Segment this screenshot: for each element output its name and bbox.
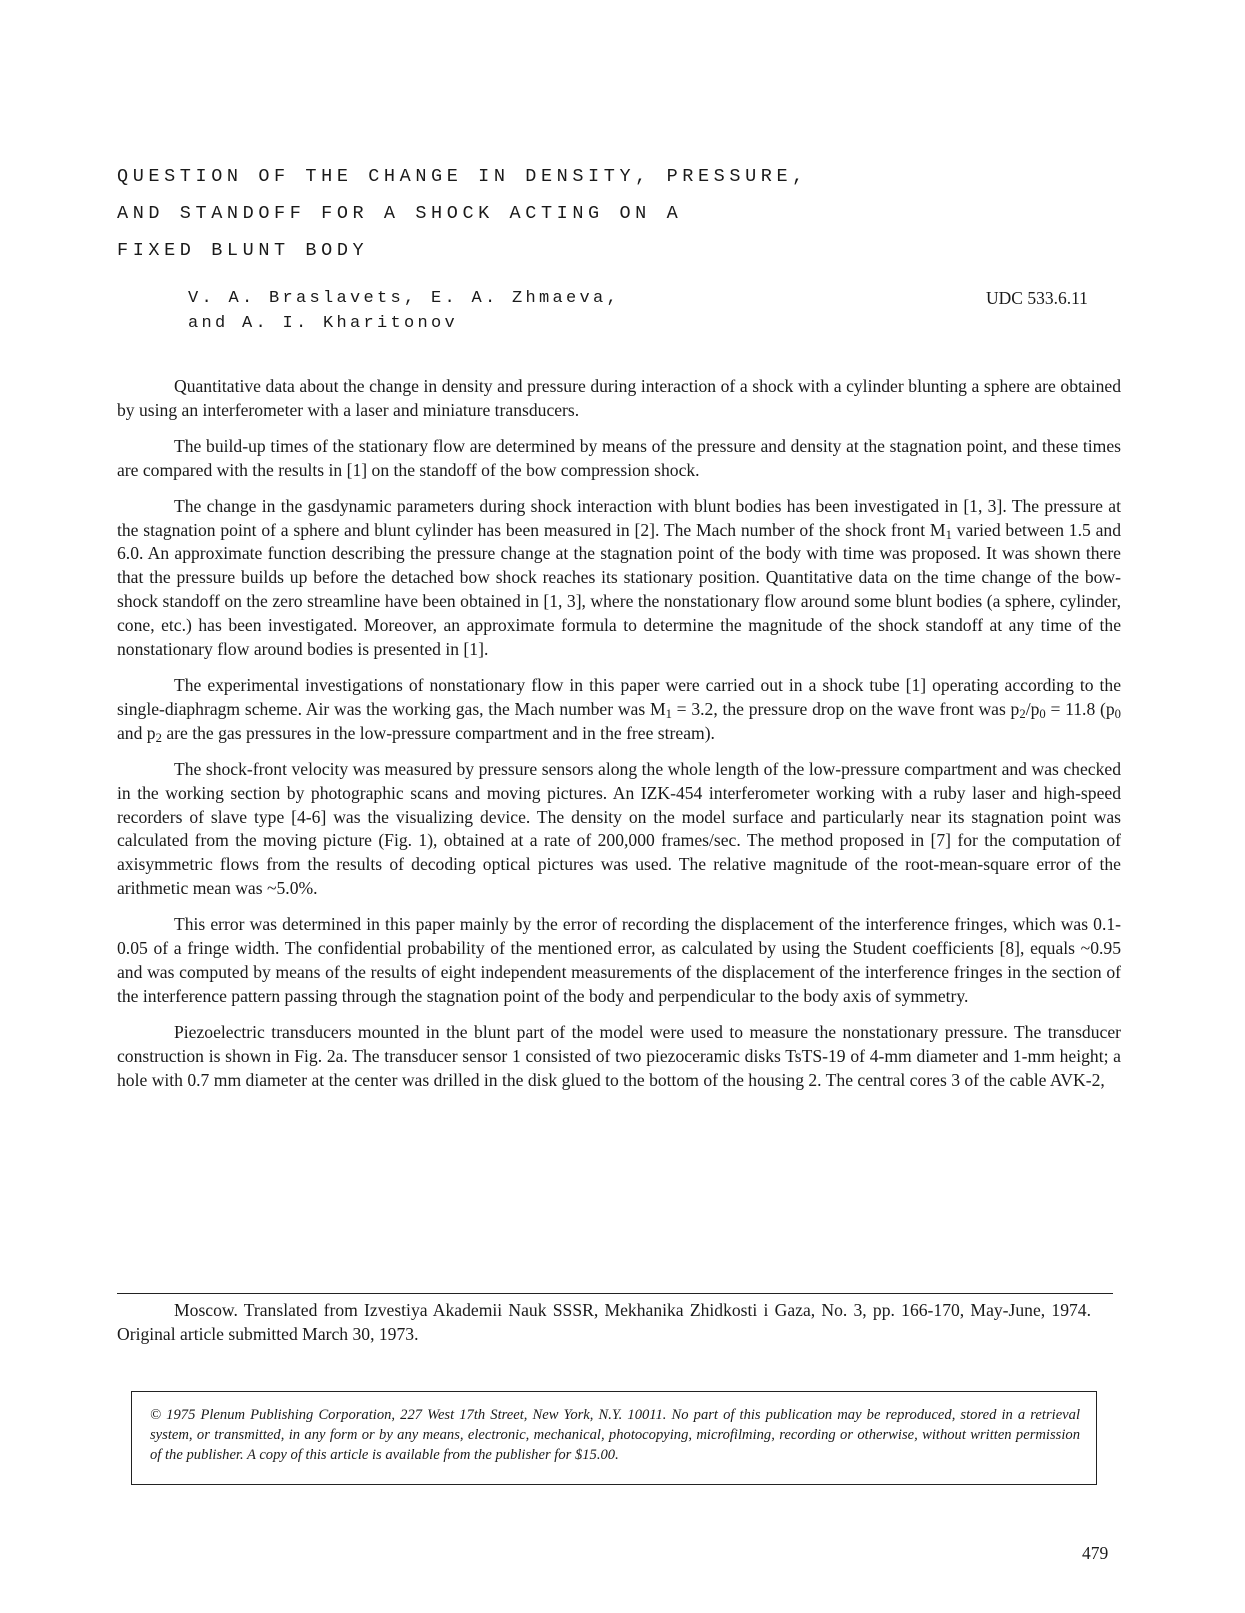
subscript: 0 <box>1114 706 1121 721</box>
title-line-3: FIXED BLUNT BODY <box>117 240 369 261</box>
subscript: 1 <box>945 527 952 542</box>
udc-code: UDC 533.6.11 <box>986 288 1088 308</box>
subscript: 1 <box>665 706 672 721</box>
paragraph-2-text-b: varied between 1.5 and 6.0. An approximate function describing the pressure change at the stagnation point of the body with time was proposed. It was shown there that the pressure builds up before the detached bow shock reaches its stationary position. Quantitative data on the time change of the bow-shock standoff on the zero streamline have been obtained in [1, 3], where the nonstationary flow around some blunt bodies (a sphere, cylinder, cone, etc.) has been investigated. Moreover, an approximate formula to determine the magnitude of the shock standoff at any time of the nonstationary flow around bodies is presented in [1]. <box>117 519 1121 660</box>
copyright-text: © 1975 Plenum Publishing Corporation, 227 West 17th Street, New York, N.Y. 10011. No part of this publication may be reproduced, stored in a retrieval system, or transmitted, in any form or by any means, electronic, mechanical, photocopying, microfilming, recording or otherwise, without written permission of the publisher. A copy of this article is available from the publisher for $15.00. <box>150 1407 1080 1463</box>
footnote-divider <box>117 1293 1113 1294</box>
paragraph-3-text-a: The experimental investigations of nonstationary flow in this paper were carried out in a shock tube [1] operating according to the single-diaphragm scheme. Air was the working gas, the Mach number was M <box>117 674 1121 719</box>
paragraph-3-text-f: are the gas pressures in the low-pressure compartment and in the free stream). <box>161 722 715 743</box>
footnote-text: Moscow. Translated from Izvestiya Akademii Nauk SSSR, Mekhanika Zhidkosti i Gaza, No. 3, pp. 166-170, May-June, 1974. Original article submitted March 30, 1973. <box>117 1300 1091 1344</box>
paragraph-3-text-d: = 11.8 (p <box>1045 698 1115 719</box>
paragraph-2 <box>117 495 1121 662</box>
paragraph-5: This error was determined in this paper mainly by the error of recording the displacement of the interference fringes, which was 0.1-0.05 of a fringe width. The confidential probability of the mentioned error, as calculated by using the Student coefficients [8], equals ~0.95 and was computed by means of the results of eight independent measurements of the displacement of the interference fringes in the section of the interference pattern passing through the stagnation point of the body and perpendicular to the body axis of symmetry. <box>117 914 1121 1006</box>
paragraph-2-text-a: The change in the gasdynamic parameters during shock interaction with blunt bodies has been investigated in [1, 3]. The pressure at the stagnation point of a sphere and blunt cylinder has been measured in [2]. The Mach number of the shock front M <box>117 495 1121 540</box>
author-line-2: and A. I. Kharitonov <box>188 314 459 333</box>
subscript: 0 <box>1039 706 1046 721</box>
title-line-1: QUESTION OF THE CHANGE IN DENSITY, PRESSURE, <box>117 166 808 187</box>
copyright-box <box>131 1391 1097 1485</box>
paper-title <box>117 158 808 269</box>
subscript: 2 <box>1019 706 1026 721</box>
title-line-2: AND STANDOFF FOR A SHOCK ACTING ON A <box>117 203 683 224</box>
abstract: Quantitative data about the change in density and pressure during interaction of a shock with a cylinder blunting a sphere are obtained by using an interferometer with a laser and miniature transducers. <box>117 376 1121 420</box>
paragraph-6: Piezoelectric transducers mounted in the blunt part of the model were used to measure the nonstationary pressure. The transducer construction is shown in Fig. 2a. The transducer sensor 1 consisted of two piezoceramic disks TsTS-19 of 4-mm diameter and 1-mm height; a hole with 0.7 mm diameter at the center was drilled in the disk glued to the bottom of the housing 2. The central cores 3 of the cable AVK-2, <box>117 1021 1121 1090</box>
page-number: 479 <box>1082 1543 1109 1563</box>
author-list <box>188 286 620 336</box>
paragraph-3-text-b: = 3.2, the pressure drop on the wave front was p <box>671 698 1020 719</box>
paragraph-3 <box>117 674 1121 746</box>
paragraph-3-text-e: and p <box>117 722 156 743</box>
article-body <box>117 375 1121 1104</box>
subscript: 2 <box>155 730 162 745</box>
footnote <box>117 1298 1091 1346</box>
paragraph-3-text-c: /p <box>1025 698 1040 719</box>
author-line-1: V. A. Braslavets, E. A. Zhmaeva, <box>188 289 621 308</box>
paragraph-1: The build-up times of the stationary flow are determined by means of the pressure and density at the stagnation point, and these times are compared with the results in [1] on the standoff of the bow compression shock. <box>117 435 1121 480</box>
paragraph-4: The shock-front velocity was measured by pressure sensors along the whole length of the low-pressure compartment and was checked in the working section by photographic scans and moving pictures. An IZK-454 interferometer working with a ruby laser and high-speed recorders of slave type [4-6] was the visualizing device. The density on the model surface and particularly near its stagnation point was calculated from the moving picture (Fig. 1), obtained at a rate of 200,000 frames/sec. The method proposed in [7] for the computation of axisymmetric flows from the results of decoding optical pictures was used. The relative magnitude of the root-mean-square error of the arithmetic mean was ~5.0%. <box>117 758 1121 899</box>
